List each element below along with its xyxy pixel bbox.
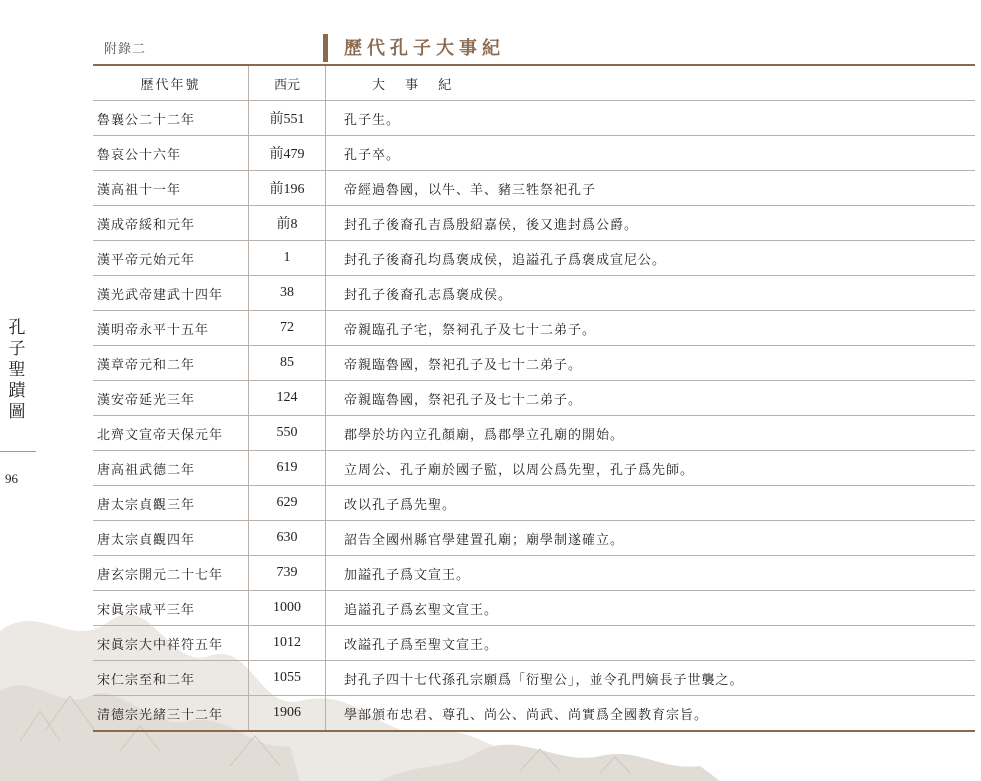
event-cell: 郡學於坊內立孔顏廟，爲郡學立孔廟的開始。 (344, 427, 625, 443)
table-row (93, 241, 975, 276)
table-row (93, 311, 975, 346)
table-row (93, 486, 975, 521)
era-cell: 魯哀公十六年 (93, 136, 249, 170)
event-cell: 詔告全國州縣官學建置孔廟；廟學制遂確立。 (344, 532, 625, 548)
table-row (93, 451, 975, 486)
era-cell: 清德宗光緒三十二年 (93, 696, 249, 730)
page-number: 96 (5, 471, 18, 486)
event-cell: 封孔子四十七代孫孔宗願爲「衍聖公」，並令孔門嫡長子世襲之。 (344, 672, 744, 688)
table-row (93, 206, 975, 241)
event-cell: 改以孔子爲先聖。 (344, 497, 457, 513)
table-row (93, 101, 975, 136)
era-cell: 唐太宗貞觀三年 (93, 486, 249, 520)
year-cell: 前479 (249, 136, 326, 170)
year-cell: 1012 (249, 626, 326, 660)
table-row (93, 381, 975, 416)
table-row (93, 626, 975, 661)
era-cell: 宋仁宗至和二年 (93, 661, 249, 695)
year-cell: 1906 (249, 696, 326, 730)
event-cell: 帝親臨魯國，祭祀孔子及七十二弟子。 (344, 392, 583, 408)
table-row (93, 521, 975, 556)
year-cell: 72 (249, 311, 326, 345)
appendix-label: 附錄二 (104, 42, 147, 57)
event-cell: 立周公、孔子廟於國子監，以周公爲先聖，孔子爲先師。 (344, 462, 695, 478)
event-cell: 追謚孔子爲玄聖文宣王。 (344, 602, 499, 618)
header-era: 歷代年號 (93, 66, 249, 100)
year-cell: 1055 (249, 661, 326, 695)
header-event: 大 事 紀 (372, 77, 460, 93)
book-title-char: 子 (8, 339, 26, 359)
table-body (93, 101, 975, 732)
page-title: 歷代孔子大事紀 (344, 38, 505, 59)
book-title-char: 聖 (8, 360, 26, 380)
year-cell: 1000 (249, 591, 326, 625)
year-cell: 124 (249, 381, 326, 415)
event-cell: 封孔子後裔孔均爲褒成侯，追謚孔子爲褒成宣尼公。 (344, 252, 667, 268)
year-cell: 550 (249, 416, 326, 450)
era-cell: 漢章帝元和二年 (93, 346, 249, 380)
table-row (93, 661, 975, 696)
table-row (93, 556, 975, 591)
year-cell: 630 (249, 521, 326, 555)
era-cell: 漢平帝元始元年 (93, 241, 249, 275)
year-cell: 739 (249, 556, 326, 590)
event-cell: 加謚孔子爲文宣王。 (344, 567, 471, 583)
event-cell: 孔子卒。 (344, 147, 401, 163)
year-cell: 前551 (249, 101, 326, 135)
event-cell: 學部頒布忠君、尊孔、尚公、尚武、尚實爲全國教育宗旨。 (344, 707, 709, 723)
event-cell: 孔子生。 (344, 112, 401, 128)
table-row (93, 136, 975, 171)
era-cell: 漢明帝永平十五年 (93, 311, 249, 345)
table-row (93, 346, 975, 381)
side-margin (0, 318, 34, 486)
year-cell: 629 (249, 486, 326, 520)
year-cell: 前8 (249, 206, 326, 240)
table-row (93, 171, 975, 206)
year-cell: 85 (249, 346, 326, 380)
era-cell: 唐高祖武德二年 (93, 451, 249, 485)
book-title-char: 圖 (8, 402, 26, 422)
era-cell: 漢安帝延光三年 (93, 381, 249, 415)
event-cell: 改謚孔子爲至聖文宣王。 (344, 637, 499, 653)
table-row (93, 591, 975, 626)
era-cell: 唐玄宗開元二十七年 (93, 556, 249, 590)
table-row (93, 416, 975, 451)
header-year: 西元 (249, 66, 326, 100)
title-accent-bar (323, 34, 328, 62)
era-cell: 宋眞宗大中祥符五年 (93, 626, 249, 660)
event-cell: 封孔子後裔孔吉爲殷紹嘉侯，後又進封爲公爵。 (344, 217, 639, 233)
year-cell: 619 (249, 451, 326, 485)
event-cell: 封孔子後裔孔志爲褒成侯。 (344, 287, 513, 303)
era-cell: 漢高祖十一年 (93, 171, 249, 205)
era-cell: 唐太宗貞觀四年 (93, 521, 249, 555)
year-cell: 38 (249, 276, 326, 310)
side-divider (0, 451, 36, 452)
table-row (93, 696, 975, 732)
era-cell: 魯襄公二十二年 (93, 101, 249, 135)
era-cell: 漢光武帝建武十四年 (93, 276, 249, 310)
book-title-char: 蹟 (8, 381, 26, 401)
era-cell: 北齊文宣帝天保元年 (93, 416, 249, 450)
event-cell: 帝經過魯國，以牛、羊、豬三牲祭祀孔子 (344, 182, 597, 198)
table-header-row (93, 66, 975, 101)
chronology-table (93, 64, 975, 732)
book-title-char: 孔 (8, 318, 26, 338)
era-cell: 宋眞宗咸平三年 (93, 591, 249, 625)
event-cell: 帝親臨孔子宅，祭祠孔子及七十二弟子。 (344, 322, 597, 338)
year-cell: 前196 (249, 171, 326, 205)
book-title-vertical (0, 318, 34, 423)
era-cell: 漢成帝綏和元年 (93, 206, 249, 240)
table-row (93, 276, 975, 311)
year-cell: 1 (249, 241, 326, 275)
event-cell: 帝親臨魯國，祭祀孔子及七十二弟子。 (344, 357, 583, 373)
